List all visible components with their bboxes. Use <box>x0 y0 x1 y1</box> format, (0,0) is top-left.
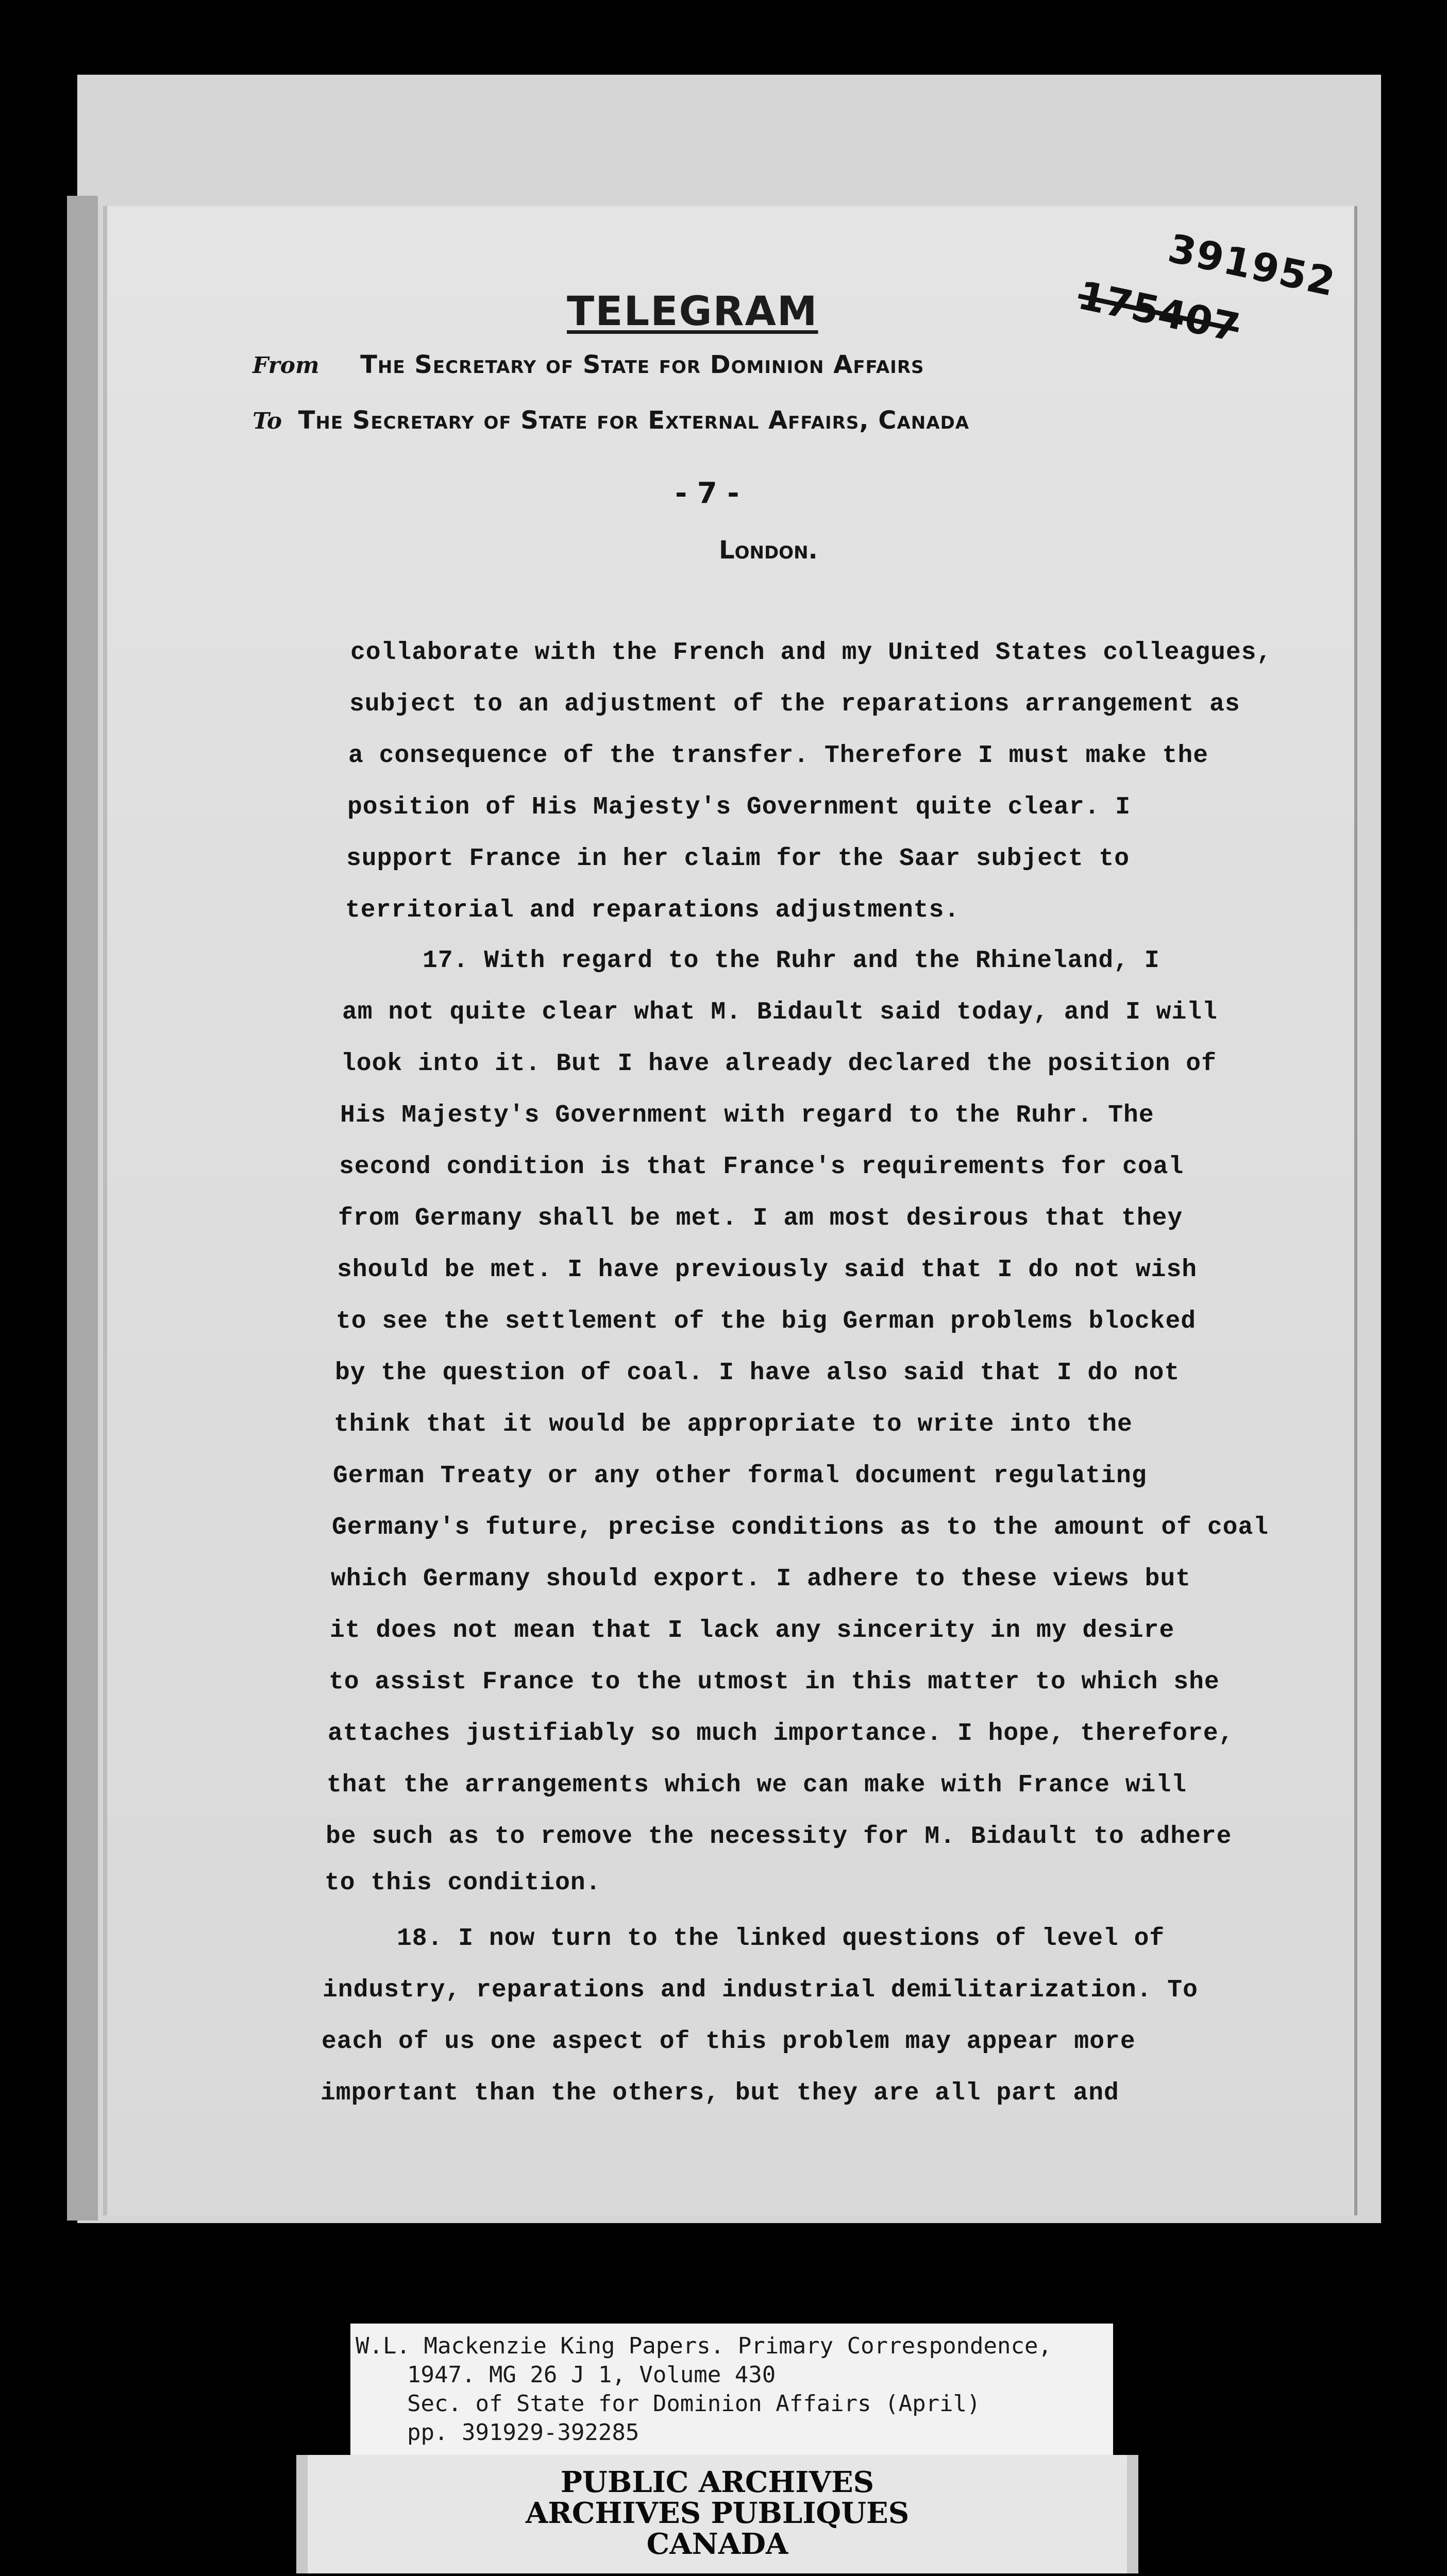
body-line: important than the others, but they are all part and <box>321 2079 1119 2107</box>
from-label: From <box>253 352 319 379</box>
body-line: be such as to remove the necessity for M. Bidault to adhere <box>326 1823 1232 1851</box>
from-sender: The Secretary of State for Dominion Affairs <box>360 350 924 379</box>
body-line: each of us one aspect of this problem may appear more <box>322 2028 1136 2056</box>
archive-stamp-line: ARCHIVES PUBLIQUES <box>525 2496 910 2530</box>
location-label: London. <box>719 536 818 565</box>
body-line: territorial and reparations adjustments. <box>345 896 960 924</box>
citation-line: 1947. MG 26 J 1, Volume 430 <box>407 2362 776 2388</box>
body-line: am not quite clear what M. Bidault said today, and I will <box>342 998 1218 1026</box>
body-line: second condition is that France's requirements for coal <box>339 1153 1184 1181</box>
body-line: support France in her claim for the Saar subject to <box>346 845 1130 873</box>
body-line: German Treaty or any other formal document regulating <box>333 1462 1147 1490</box>
page-edge-shadow <box>67 196 98 2221</box>
struck-document-number: 175407 <box>1074 272 1244 351</box>
to-line <box>253 406 969 435</box>
body-line: to see the settlement of the big German problems blocked <box>336 1308 1197 1335</box>
public-archives-stamp <box>296 2455 1138 2573</box>
body-line: subject to an adjustment of the reparations arrangement as <box>349 690 1240 718</box>
body-line: Germany's future, precise conditions as to the amount of coal <box>332 1514 1269 1541</box>
body-line: think that it would be appropriate to write into the <box>334 1411 1133 1438</box>
body-line: by the question of coal. I have also said that I do not <box>335 1359 1180 1387</box>
paragraph-17-start: 17. With regard to the Ruhr and the Rhineland, I <box>423 947 1160 975</box>
body-line: to assist France to the utmost in this matter to which she <box>329 1668 1220 1696</box>
from-line <box>253 350 924 379</box>
archive-citation-label <box>350 2324 1113 2460</box>
body-line: collaborate with the French and my United States colleagues, <box>350 639 1272 667</box>
page-number: - 7 - <box>675 477 739 510</box>
body-line: that the arrangements which we can make with France will <box>327 1771 1187 1799</box>
to-recipient: The Secretary of State for External Affairs, Canada <box>298 406 970 435</box>
body-line: from Germany shall be met. I am most desirous that they <box>338 1205 1183 1232</box>
body-line: a consequence of the transfer. Therefore I must make the <box>348 742 1209 770</box>
citation-line: Sec. of State for Dominion Affairs (April) <box>407 2391 981 2417</box>
citation-line: W.L. Mackenzie King Papers. Primary Correspondence, <box>356 2333 1052 2359</box>
body-line: it does not mean that I lack any sincerity in my desire <box>330 1617 1175 1645</box>
body-line: which Germany should export. I adhere to these views but <box>331 1565 1191 1593</box>
archive-stamp-line: PUBLIC ARCHIVES <box>560 2465 874 2499</box>
telegram-heading: TELEGRAM <box>567 289 818 335</box>
body-line: position of His Majesty's Government quite clear. I <box>347 793 1131 821</box>
body-line: should be met. I have previously said that I do not wish <box>337 1256 1198 1284</box>
to-label: To <box>253 408 282 434</box>
citation-line: pp. 391929-392285 <box>407 2419 640 2446</box>
archive-stamp-line: CANADA <box>646 2527 788 2561</box>
body-line: His Majesty's Government with regard to the Ruhr. The <box>340 1101 1154 1129</box>
document-number-stamp: 391952 <box>1164 225 1340 306</box>
paragraph-18-start: 18. I now turn to the linked questions of level of <box>397 1925 1165 1953</box>
body-line: industry, reparations and industrial demilitarization. To <box>323 1976 1198 2004</box>
body-line: to this condition. <box>325 1869 601 1897</box>
body-line: look into it. But I have already declared the position of <box>341 1050 1217 1078</box>
body-line: attaches justifiably so much importance. I hope, therefore, <box>328 1720 1234 1748</box>
